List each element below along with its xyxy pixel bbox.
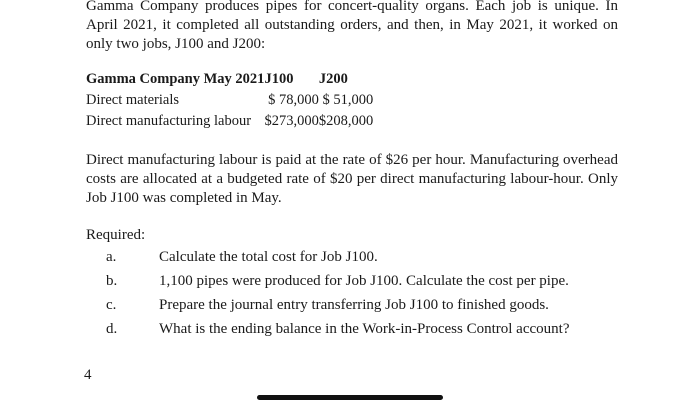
cell-j200: $ 51,000 — [322, 92, 374, 108]
table-header-row — [86, 69, 373, 90]
job-cost-table — [86, 69, 373, 132]
rates-paragraph: Direct manufacturing labour is paid at the rate of $26 per hour. Manufacturing overhead costs are allocated at a budgeted rate of $20 per direct manufacturing labour-hour. Only Job J100 was completed in May. — [86, 152, 618, 206]
list-item — [0, 272, 700, 296]
item-letter: a. — [106, 249, 117, 265]
item-letter: d. — [106, 321, 118, 337]
intro-paragraph: Gamma Company produces pipes for concert-quality organs. Each job is unique. In April 2021, it completed all outstanding orders, and then, in May 2021, it worked on only two jobs, J100 and J200: — [86, 0, 618, 52]
row-label: Direct manufacturing labour — [86, 113, 252, 129]
row-label: Direct materials — [86, 92, 179, 108]
table-row — [86, 111, 373, 132]
table-header-j100: J100 — [264, 71, 294, 87]
table-header-company: Gamma Company May 2021 — [86, 71, 265, 87]
cell-j100: $273,000 — [264, 113, 319, 129]
item-text: Calculate the total cost for Job J100. — [159, 249, 378, 265]
item-text: What is the ending balance in the Work-in-Process Control account? — [159, 321, 570, 337]
item-text: 1,100 pipes were produced for Job J100. Calculate the cost per pipe. — [159, 273, 569, 289]
item-letter: b. — [106, 273, 118, 289]
item-letter: c. — [106, 297, 117, 313]
cell-j200: $208,000 — [318, 113, 374, 129]
table-header-j200: J200 — [318, 71, 348, 87]
list-item — [0, 320, 700, 344]
cell-j100: $ 78,000 — [268, 92, 319, 108]
list-item — [0, 296, 700, 320]
required-heading: Required: — [86, 227, 146, 243]
page-number: 4 — [84, 367, 92, 383]
home-indicator-bar[interactable] — [257, 395, 443, 400]
list-item — [0, 248, 700, 272]
table-row — [86, 90, 373, 111]
item-text: Prepare the journal entry transferring Job J100 to finished goods. — [159, 297, 549, 313]
